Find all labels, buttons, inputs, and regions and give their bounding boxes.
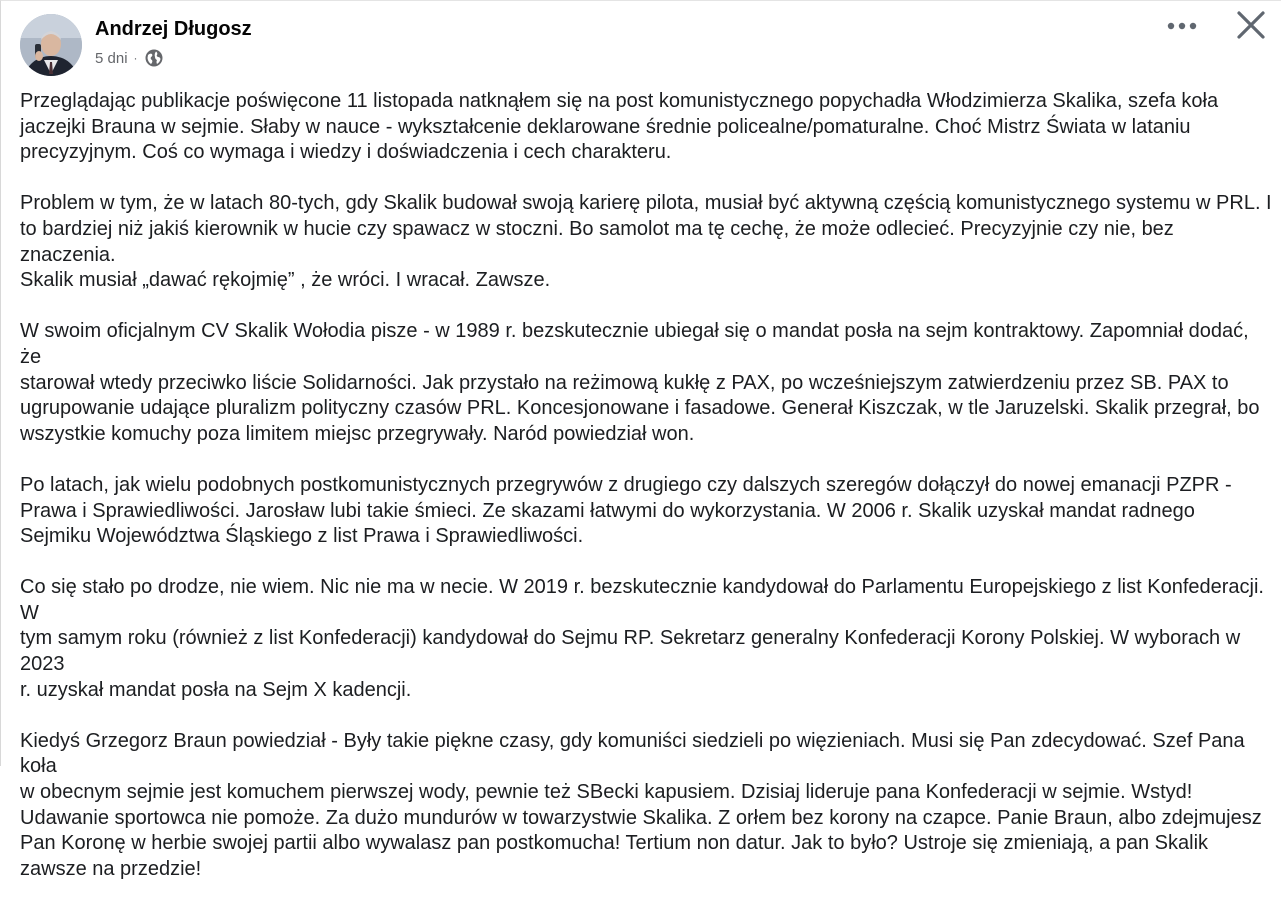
more-options-icon <box>1162 14 1202 38</box>
post-paragraph: Po latach, jak wielu podobnych postkomunistycznych przegrywów z drugiego czy dalszych szeregów dołączył do nowej emanacji PZPR - Prawa i Sprawiedliwości. Jarosław lubi takie śmieci. Ze skazami łatwymi do wykorzystania. W 2006 r. Skalik uzyskał mandat radnego Sejmiku Województwa Śląskiego z list Prawa i Sprawiedliwości. <box>20 473 1232 548</box>
meta-separator: · <box>133 51 138 65</box>
post-paragraph: Przeglądając publikacje poświęcone 11 listopada natknąłem się na post komunistycznego popychadła Włodzimierza Skalika, szefa koła jaczejki Brauna w sejmie. Słaby w nauce - wykształcenie deklarowane średnie policealne/pomaturalne. Choć Mistrz Świata w lataniu precyzyjnym. Coś co wymaga i wiedzy i doświadczenia i cech charakteru. <box>20 90 1219 164</box>
post-body <box>20 89 1272 908</box>
post-paragraph: Kiedyś Grzegorz Braun powiedział - Były takie piękne czasy, gdy komuniści siedzieli po więzieniach. Musi się Pan zdecydować. Szef Pana koła w obecnym sejmie jest komuchem pierwszej wody, pewnie też SBecki kapusiem. Dzisiaj lideruje pana Konfederacji w sejmie. Wstyd! Udawanie sportowca nie pomoże. Za dużo mundurów w towarzystwie Skalika. Z orłem bez korony na czapce. Panie Braun, albo zdejmujesz Pan Koronę w herbie swojej partii albo wywalasz pan postkomucha! Tertium non datur. Jak to było? Ustroje się zmieniają, a pan Skalik zawsze na przedzie! <box>20 729 1262 880</box>
more-options-button[interactable] <box>1162 14 1202 38</box>
post-time[interactable]: 5 dni <box>95 49 128 67</box>
avatar[interactable] <box>20 14 82 76</box>
globe-icon[interactable] <box>144 48 164 68</box>
post-paragraph: Problem w tym, że w latach 80-tych, gdy Skalik budował swoją karierę pilota, musiał być aktywną częścią komunistycznego systemu w PRL. I to bardziej niż jakiś kierownik w hucie czy spawacz w stoczni. Bo samolot ma tę cechę, że może odlecieć. Precyzyjnie czy nie, bez znaczenia. Skalik musiał „dawać rękojmię” , że wróci. I wracał. Zawsze. <box>20 192 1272 292</box>
close-icon <box>1234 8 1268 42</box>
post-meta <box>95 48 164 68</box>
author-name[interactable]: Andrzej Długosz <box>95 18 252 40</box>
post-paragraph: Co się stało po drodze, nie wiem. Nic nie ma w necie. W 2019 r. bezskutecznie kandydował do Parlamentu Europejskiego z list Konfederacji. W tym samym roku (również z list Konfederacji) kandydował do Sejmu RP. Sekretarz generalny Konfederacji Korony Polskiej. W wyborach w 2023 r. uzyskał mandat posła na Sejm X kadencji. <box>20 576 1264 701</box>
close-button[interactable] <box>1234 8 1268 42</box>
post-paragraph: W swoim oficjalnym CV Skalik Wołodia pisze - w 1989 r. bezskutecznie ubiegał się o mandat posła na sejm kontraktowy. Zapomniał dodać, że starował wtedy przeciwko liście Solidarności. Jak przystało na reżimową kukłę z PAX, po wcześniejszym zatwierdzeniu przez SB. PAX to ugrupowanie udające pluralizm polityczny czasów PRL. Koncesjonowane i fasadowe. Generał Kiszczak, w tle Jaruzelski. Skalik przegrał, bo wszystkie komuchy poza limitem miejsc przegrywały. Naród powiedział won. <box>20 320 1260 445</box>
avatar-photo-icon <box>20 14 82 76</box>
